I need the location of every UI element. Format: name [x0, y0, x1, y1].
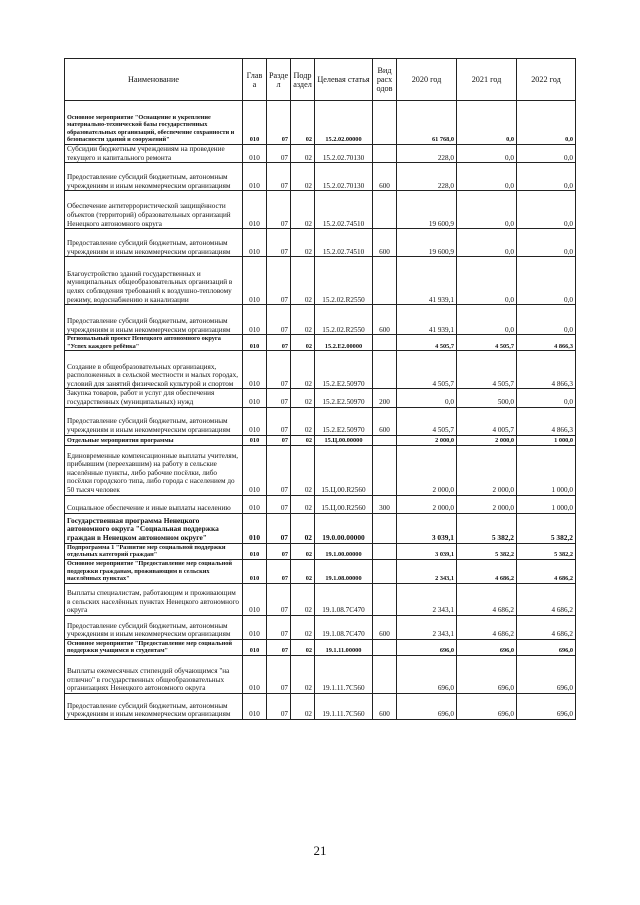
cell-name: Основное мероприятие "Оснащение и укрепление материально-технической базы государственных образовательных организаций, обеспечение сохранности и безопасности зданий и сооружений"	[65, 101, 243, 145]
cell-2022: 4 866,3	[517, 335, 576, 351]
cell-name: Субсидии бюджетным учреждениям на проведение текущего и капитального ремонта	[65, 145, 243, 163]
cell-subsection: 02	[291, 191, 315, 229]
table-row	[65, 513, 576, 543]
cell-2021: 696,0	[457, 693, 517, 719]
cell-subsection: 02	[291, 513, 315, 543]
cell-subsection: 02	[291, 445, 315, 495]
cell-expense-type	[373, 145, 397, 163]
cell-chapter: 010	[243, 615, 267, 639]
cell-2020: 2 000,0	[397, 435, 457, 445]
cell-target: 19.1.11.00000	[315, 639, 373, 655]
cell-chapter: 010	[243, 191, 267, 229]
cell-subsection: 02	[291, 615, 315, 639]
cell-2021: 696,0	[457, 639, 517, 655]
cell-subsection: 02	[291, 163, 315, 191]
cell-subsection: 02	[291, 655, 315, 693]
cell-2022: 4 866,3	[517, 407, 576, 435]
table-row	[65, 583, 576, 615]
table-row	[65, 191, 576, 229]
cell-subsection: 02	[291, 101, 315, 145]
cell-target: 15.2.02.70130	[315, 163, 373, 191]
page-number: 21	[313, 843, 327, 858]
cell-2020: 228,0	[397, 163, 457, 191]
cell-section: 07	[267, 615, 291, 639]
cell-2020: 41 939,1	[397, 257, 457, 305]
cell-2020: 41 939,1	[397, 305, 457, 335]
cell-2021: 0,0	[457, 163, 517, 191]
cell-target: 15.2.02.70130	[315, 145, 373, 163]
cell-target: 19.1.08.7С470	[315, 583, 373, 615]
cell-expense-type	[373, 445, 397, 495]
cell-section: 07	[267, 655, 291, 693]
cell-expense-type: 600	[373, 693, 397, 719]
cell-2022: 696,0	[517, 655, 576, 693]
cell-target: 15.2.02.R2550	[315, 305, 373, 335]
cell-2020: 3 039,1	[397, 543, 457, 559]
cell-expense-type	[373, 257, 397, 305]
cell-name: Предоставление субсидий бюджетным, автономным учреждениям и иным некоммерческим организациям	[65, 693, 243, 719]
cell-subsection: 02	[291, 435, 315, 445]
cell-2020: 696,0	[397, 693, 457, 719]
cell-target: 19.1.11.7С560	[315, 693, 373, 719]
cell-chapter: 010	[243, 559, 267, 583]
cell-2021: 4 505,7	[457, 335, 517, 351]
cell-2022: 696,0	[517, 639, 576, 655]
cell-2022: 0,0	[517, 191, 576, 229]
cell-2020: 228,0	[397, 145, 457, 163]
cell-name: Закупка товаров, работ и услуг для обеспечения государственных (муниципальных) нужд	[65, 389, 243, 407]
cell-expense-type: 200	[373, 389, 397, 407]
cell-expense-type	[373, 435, 397, 445]
cell-2021: 4 686,2	[457, 583, 517, 615]
cell-name: Подпрограмма 1 "Развитие мер социальной поддержки отдельных категорий граждан"	[65, 543, 243, 559]
cell-section: 07	[267, 495, 291, 513]
cell-chapter: 010	[243, 693, 267, 719]
cell-target: 19.1.00.00000	[315, 543, 373, 559]
cell-target: 15.2.02.74510	[315, 229, 373, 257]
cell-2021: 0,0	[457, 229, 517, 257]
cell-target: 15.2.E2.50970	[315, 389, 373, 407]
cell-2022: 0,0	[517, 229, 576, 257]
cell-section: 07	[267, 543, 291, 559]
table-row	[65, 163, 576, 191]
cell-subsection: 02	[291, 559, 315, 583]
cell-2020: 4 505,7	[397, 351, 457, 389]
cell-name: Создание в общеобразовательных организациях, расположенных в сельской местности и малых городах, условий для занятий физической культурой и спортом	[65, 351, 243, 389]
table-row	[65, 655, 576, 693]
header-chapter: Глав а	[243, 59, 267, 101]
cell-section: 07	[267, 229, 291, 257]
header-name: Наименование	[65, 59, 243, 101]
cell-section: 07	[267, 693, 291, 719]
cell-2021: 4 005,7	[457, 407, 517, 435]
cell-2022: 5 382,2	[517, 543, 576, 559]
cell-2020: 19 600,9	[397, 191, 457, 229]
table-row	[65, 229, 576, 257]
cell-name: Предоставление субсидий бюджетным, автономным учреждениям и иным некоммерческим организациям	[65, 163, 243, 191]
cell-2022: 4 686,2	[517, 583, 576, 615]
table-row	[65, 389, 576, 407]
cell-2022: 1 000,0	[517, 445, 576, 495]
cell-2022: 1 000,0	[517, 435, 576, 445]
cell-2021: 2 000,0	[457, 435, 517, 445]
cell-subsection: 02	[291, 389, 315, 407]
cell-2022: 1 000,0	[517, 495, 576, 513]
cell-2021: 0,0	[457, 305, 517, 335]
cell-2022: 0,0	[517, 163, 576, 191]
table-row	[65, 495, 576, 513]
table-row	[65, 335, 576, 351]
cell-subsection: 02	[291, 305, 315, 335]
cell-name: Социальное обеспечение и иные выплаты населению	[65, 495, 243, 513]
cell-target: 15.2.E2.00000	[315, 335, 373, 351]
cell-expense-type	[373, 655, 397, 693]
cell-expense-type	[373, 583, 397, 615]
cell-expense-type: 600	[373, 615, 397, 639]
table-row	[65, 351, 576, 389]
table-row	[65, 543, 576, 559]
cell-section: 07	[267, 513, 291, 543]
cell-subsection: 02	[291, 495, 315, 513]
header-expense-type: Вид расх одов	[373, 59, 397, 101]
cell-chapter: 010	[243, 229, 267, 257]
cell-2021: 4 686,2	[457, 559, 517, 583]
cell-2020: 4 505,7	[397, 407, 457, 435]
cell-2021: 0,0	[457, 191, 517, 229]
cell-chapter: 010	[243, 335, 267, 351]
cell-target: 15.Ц.00.R2560	[315, 495, 373, 513]
table-row	[65, 559, 576, 583]
cell-chapter: 010	[243, 389, 267, 407]
cell-2020: 2 000,0	[397, 445, 457, 495]
cell-expense-type: 600	[373, 305, 397, 335]
cell-chapter: 010	[243, 163, 267, 191]
cell-subsection: 02	[291, 335, 315, 351]
cell-section: 07	[267, 191, 291, 229]
cell-expense-type: 600	[373, 407, 397, 435]
cell-chapter: 010	[243, 257, 267, 305]
cell-chapter: 010	[243, 407, 267, 435]
cell-2021: 2 000,0	[457, 445, 517, 495]
header-target: Целевая статья	[315, 59, 373, 101]
cell-2021: 0,0	[457, 145, 517, 163]
cell-section: 07	[267, 389, 291, 407]
cell-subsection: 02	[291, 693, 315, 719]
header-2020: 2020 год	[397, 59, 457, 101]
cell-chapter: 010	[243, 305, 267, 335]
cell-target: 15.Ц.00.00000	[315, 435, 373, 445]
cell-2020: 2 000,0	[397, 495, 457, 513]
cell-subsection: 02	[291, 407, 315, 435]
cell-name: Предоставление субсидий бюджетным, автономным учреждениям и иным некоммерческим организациям	[65, 229, 243, 257]
cell-2022: 0,0	[517, 101, 576, 145]
cell-expense-type: 600	[373, 163, 397, 191]
cell-2021: 696,0	[457, 655, 517, 693]
cell-name: Выплаты специалистам, работающим и проживающим в сельских населённых пунктах Ненецкого автономного округа	[65, 583, 243, 615]
cell-subsection: 02	[291, 543, 315, 559]
cell-subsection: 02	[291, 639, 315, 655]
cell-2020: 61 768,0	[397, 101, 457, 145]
cell-chapter: 010	[243, 639, 267, 655]
cell-2020: 696,0	[397, 655, 457, 693]
cell-section: 07	[267, 559, 291, 583]
cell-expense-type	[373, 101, 397, 145]
cell-2020: 0,0	[397, 389, 457, 407]
table-row	[65, 145, 576, 163]
cell-2022: 0,0	[517, 389, 576, 407]
cell-expense-type	[373, 559, 397, 583]
table-row	[65, 435, 576, 445]
cell-section: 07	[267, 257, 291, 305]
header-2021: 2021 год	[457, 59, 517, 101]
cell-section: 07	[267, 163, 291, 191]
cell-section: 07	[267, 445, 291, 495]
cell-2020: 19 600,9	[397, 229, 457, 257]
cell-target: 15.2.02.74510	[315, 191, 373, 229]
cell-2022: 4 686,2	[517, 615, 576, 639]
cell-chapter: 010	[243, 101, 267, 145]
cell-expense-type: 600	[373, 229, 397, 257]
cell-expense-type	[373, 335, 397, 351]
table-row	[65, 693, 576, 719]
cell-name: Единовременные компенсационные выплаты учителям, прибывшим (переехавшим) на работу в сельские населённые пункты, либо рабочие посёлки, либо посёлки городского типа, либо города с населением до 50 тысяч человек	[65, 445, 243, 495]
cell-expense-type	[373, 191, 397, 229]
header-section: Разде л	[267, 59, 291, 101]
cell-2020: 4 505,7	[397, 335, 457, 351]
cell-chapter: 010	[243, 145, 267, 163]
cell-2020: 2 343,1	[397, 559, 457, 583]
cell-chapter: 010	[243, 445, 267, 495]
cell-section: 07	[267, 639, 291, 655]
cell-section: 07	[267, 335, 291, 351]
cell-section: 07	[267, 305, 291, 335]
cell-name: Предоставление субсидий бюджетным, автономным учреждениям и иным некоммерческим организациям	[65, 305, 243, 335]
cell-2020: 696,0	[397, 639, 457, 655]
table-row	[65, 101, 576, 145]
cell-subsection: 02	[291, 583, 315, 615]
cell-2022: 5 382,2	[517, 513, 576, 543]
cell-expense-type	[373, 513, 397, 543]
cell-section: 07	[267, 351, 291, 389]
cell-2021: 5 382,2	[457, 513, 517, 543]
cell-chapter: 010	[243, 655, 267, 693]
cell-2021: 500,0	[457, 389, 517, 407]
cell-2021: 4 505,7	[457, 351, 517, 389]
cell-subsection: 02	[291, 229, 315, 257]
cell-expense-type: 300	[373, 495, 397, 513]
cell-section: 07	[267, 435, 291, 445]
table-row	[65, 445, 576, 495]
cell-section: 07	[267, 583, 291, 615]
cell-2022: 4 866,3	[517, 351, 576, 389]
table-header-row	[65, 59, 576, 101]
header-2022: 2022 год	[517, 59, 576, 101]
cell-name: Благоустройство зданий государственных и муниципальных общеобразовательных организаций в целях соблюдения требований к воздушно-тепловому режиму, водоснабжению и канализации	[65, 257, 243, 305]
table-row	[65, 615, 576, 639]
cell-2022: 0,0	[517, 305, 576, 335]
cell-target: 15.Ц.00.R2560	[315, 445, 373, 495]
table-row	[65, 639, 576, 655]
cell-chapter: 010	[243, 543, 267, 559]
table-row	[65, 305, 576, 335]
cell-2021: 4 686,2	[457, 615, 517, 639]
cell-expense-type	[373, 351, 397, 389]
cell-target: 19.1.08.00000	[315, 559, 373, 583]
cell-subsection: 02	[291, 145, 315, 163]
cell-target: 19.1.08.7С470	[315, 615, 373, 639]
cell-2022: 696,0	[517, 693, 576, 719]
cell-chapter: 010	[243, 583, 267, 615]
cell-name: Отдельные мероприятия программы	[65, 435, 243, 445]
cell-target: 15.2.E2.50970	[315, 351, 373, 389]
cell-2022: 0,0	[517, 257, 576, 305]
cell-target: 19.1.11.7С560	[315, 655, 373, 693]
cell-chapter: 010	[243, 351, 267, 389]
cell-name: Региональный проект Ненецкого автономного округа "Успех каждого ребёнка"	[65, 335, 243, 351]
cell-name: Выплаты ежемесячных стипендий обучающимся "на отлично" в государственных общеобразовательных организациях Ненецкого автономного округа	[65, 655, 243, 693]
cell-target: 15.2.02.R2550	[315, 257, 373, 305]
cell-name: Основное мероприятие "Предоставление мер социальной поддержки учащимся и студентам"	[65, 639, 243, 655]
cell-name: Обеспечение антитеррористической защищённости объектов (территорий) образовательных организаций Ненецкого автономного округа	[65, 191, 243, 229]
cell-2021: 5 382,2	[457, 543, 517, 559]
cell-subsection: 02	[291, 257, 315, 305]
cell-target: 19.0.00.00000	[315, 513, 373, 543]
table-row	[65, 407, 576, 435]
table-row	[65, 257, 576, 305]
cell-target: 15.2.E2.50970	[315, 407, 373, 435]
cell-2021: 0,0	[457, 257, 517, 305]
cell-section: 07	[267, 407, 291, 435]
cell-2022: 0,0	[517, 145, 576, 163]
cell-chapter: 010	[243, 513, 267, 543]
cell-target: 15.2.02.00000	[315, 101, 373, 145]
cell-name: Предоставление субсидий бюджетным, автономным учреждениям и иным некоммерческим организациям	[65, 407, 243, 435]
cell-name: Предоставление субсидий бюджетным, автономным учреждениям и иным некоммерческим организациям	[65, 615, 243, 639]
cell-2021: 2 000,0	[457, 495, 517, 513]
cell-expense-type	[373, 543, 397, 559]
cell-name: Основное мероприятие "Предоставление мер социальной поддержки гражданам, проживающим в сельских населённых пунктах"	[65, 559, 243, 583]
cell-section: 07	[267, 101, 291, 145]
cell-section: 07	[267, 145, 291, 163]
cell-2022: 4 686,2	[517, 559, 576, 583]
cell-2020: 2 343,1	[397, 583, 457, 615]
cell-2020: 2 343,1	[397, 615, 457, 639]
table-body	[65, 101, 576, 720]
budget-table	[64, 58, 576, 720]
cell-subsection: 02	[291, 351, 315, 389]
cell-expense-type	[373, 639, 397, 655]
cell-name: Государственная программа Ненецкого автономного округа "Социальная поддержка граждан в Ненецком автономном округе"	[65, 513, 243, 543]
cell-2020: 3 039,1	[397, 513, 457, 543]
cell-chapter: 010	[243, 435, 267, 445]
cell-2021: 0,0	[457, 101, 517, 145]
header-subsection: Подр аздел	[291, 59, 315, 101]
cell-chapter: 010	[243, 495, 267, 513]
